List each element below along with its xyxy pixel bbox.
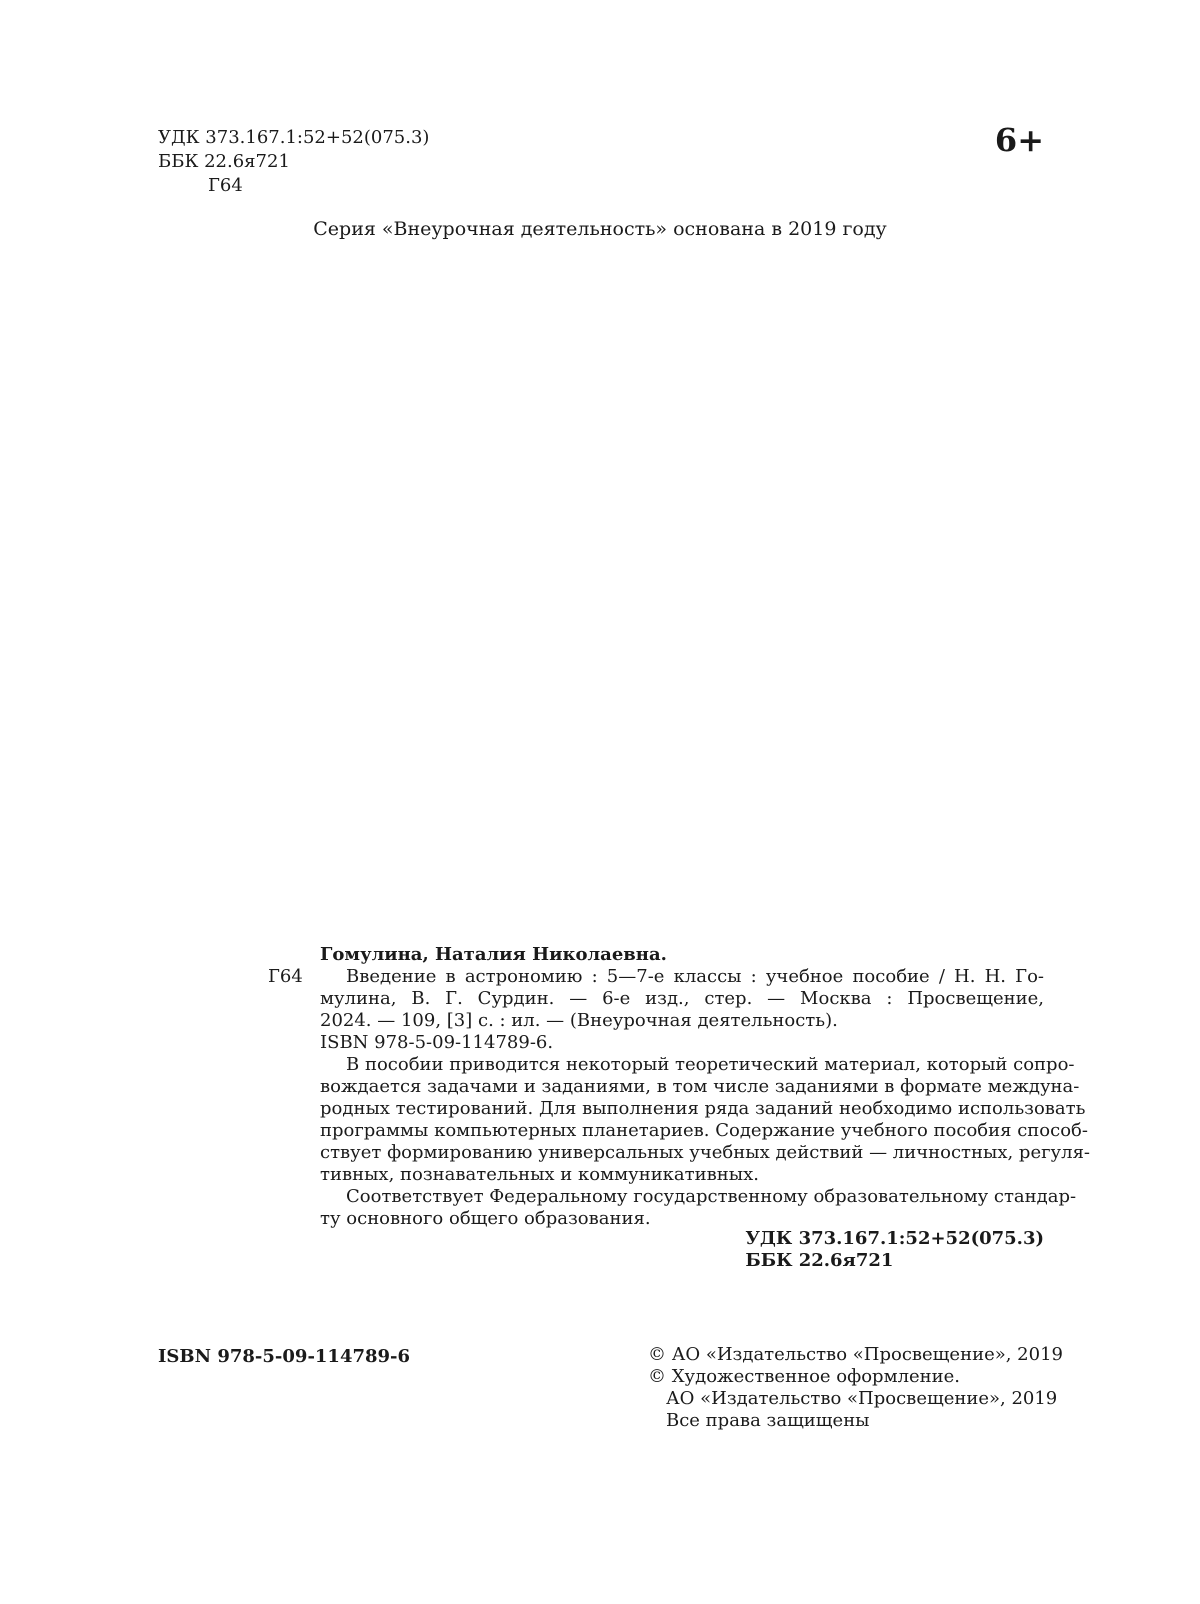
copyright-line: АО «Издательство «Просвещение», 2019 [666, 1388, 1058, 1409]
author-index-top: Г64 [208, 175, 243, 196]
standard-line: Соответствует Федеральному государственному образовательному стандар- [346, 1186, 1077, 1207]
bibliography-record [320, 944, 1091, 1230]
bbk-code-bottom: ББК 22.6я721 [745, 1250, 894, 1271]
series-note: Серия «Внеурочная деятельность» основана в 2019 году [313, 218, 887, 240]
standard-line: ту основного общего образования. [320, 1208, 651, 1229]
bibliography-description-line: Введение в астрономию : 5—7-е классы : учебное пособие / Н. Н. Го- [346, 966, 1044, 987]
bibliography-author: Гомулина, Наталия Николаевна. [320, 944, 667, 965]
copyright-line: © АО «Издательство «Просвещение», 2019 [648, 1344, 1063, 1365]
bibliography-description-line: мулина, В. Г. Сурдин. — 6-е изд., стер. — Москва : Просвещение, [320, 988, 1044, 1009]
udk-code-top: УДК 373.167.1:52+52(075.3) [158, 127, 430, 148]
abstract-line: вождается задачами и заданиями, в том числе заданиями в формате междуна- [320, 1076, 1080, 1097]
bibliography-author-index: Г64 [268, 966, 303, 987]
abstract-line: программы компьютерных планетариев. Содержание учебного пособия способ- [320, 1120, 1088, 1141]
udk-code-bottom: УДК 373.167.1:52+52(075.3) [745, 1228, 1044, 1249]
abstract-line: тивных, познавательных и коммуникативных. [320, 1164, 759, 1185]
classification-bottom [745, 1228, 1044, 1272]
bbk-code-top: ББК 22.6я721 [158, 151, 290, 172]
bibliography-isbn: ISBN 978-5-09-114789-6. [320, 1032, 554, 1053]
bibliography-description-line: 2024. — 109, [3] с. : ил. — (Внеурочная деятельность). [320, 1010, 838, 1031]
abstract-line: ствует формированию универсальных учебных действий — личностных, регуля- [320, 1142, 1091, 1163]
age-rating-badge: 6+ [994, 121, 1044, 159]
copyright-line: Все права защищены [666, 1410, 870, 1431]
abstract-line: В пособии приводится некоторый теоретический материал, который сопро- [346, 1054, 1075, 1075]
isbn-footer: ISBN 978-5-09-114789-6 [158, 1346, 411, 1367]
abstract-line: родных тестирований. Для выполнения ряда заданий необходимо использовать [320, 1098, 1086, 1119]
copyright-block [648, 1344, 1063, 1432]
copyright-line: © Художественное оформление. [648, 1366, 961, 1387]
